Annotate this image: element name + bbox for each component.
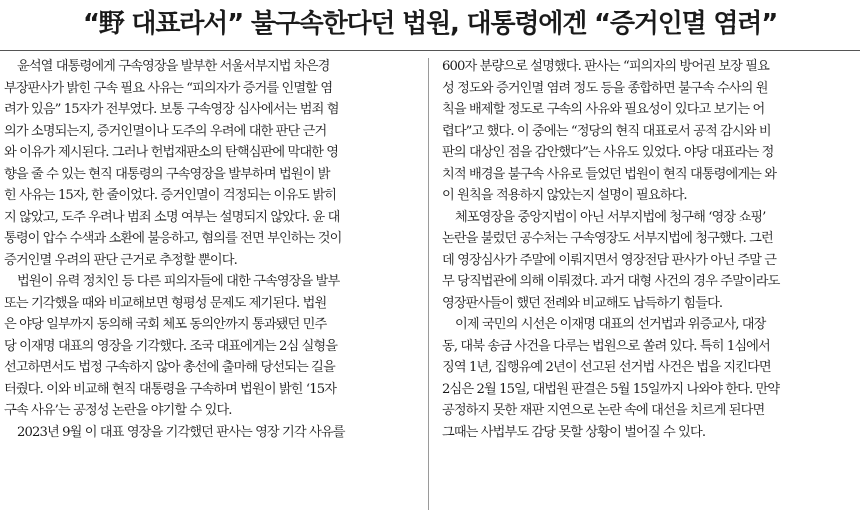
text-line: 지 않았고, 도주 우려나 범죄 소명 여부는 설명되지 않았다. 윤 대 bbox=[4, 209, 340, 225]
text-line: 데 영장심사가 주말에 이뤄지면서 영장전담 판사가 아닌 주말 근 bbox=[442, 252, 777, 268]
headline: “野 대표라서” 불구속한다던 법원, 대통령에겐 “증거인멸 염려” bbox=[82, 9, 778, 39]
text-line: 증거인멸 우려의 판단 근거로 추정할 뿐이다. bbox=[4, 252, 237, 268]
text-line: 당 이재명 대표의 영장을 기각했다. 조국 대표에게는 2심 실형을 bbox=[4, 338, 338, 354]
text-line: 2023년 9월 이 대표 영장을 기각했던 판사는 영장 기각 사유를 bbox=[17, 424, 345, 440]
text-line: 성 정도와 증거인멸 염려 정도 등을 종합하면 불구속 수사의 원 bbox=[442, 80, 768, 96]
text-line: 향을 줄 수 있는 현직 대통령의 구속영장을 발부하며 법원이 밝 bbox=[4, 166, 330, 182]
text-line: 또는 기각했을 때와 비교해보면 형평성 문제도 제기된다. 법원 bbox=[4, 295, 327, 311]
column-divider bbox=[428, 58, 429, 510]
text-line: 이제 국민의 시선은 이재명 대표의 선거법과 위증교사, 대장 bbox=[455, 317, 766, 332]
text-line: 동, 대북 송금 사건을 다루는 법원으로 쏠려 있다. 특히 1심에서 bbox=[442, 338, 770, 354]
text-line: 법원이 유력 정치인 등 다른 피의자들에 대한 구속영장을 발부 bbox=[17, 274, 340, 289]
text-line: 부장판사가 밝힌 구속 필요 사유는 “피의자가 증거를 인멸할 염 bbox=[4, 80, 333, 96]
text-line: 영장판사들이 했던 전례와 비교해도 납득하기 힘들다. bbox=[442, 295, 723, 311]
right-column bbox=[442, 56, 856, 443]
headline-rule bbox=[0, 50, 860, 51]
text-line: 이 원칙을 적용하지 않았는지 설명이 필요하다. bbox=[442, 188, 687, 203]
text-line: 려가 있음” 15자가 전부였다. 보통 구속영장 심사에서는 범죄 혐 bbox=[4, 102, 339, 117]
text-line: 판의 대상인 점을 감안했다”는 사유도 있었다. 야당 대표라는 정 bbox=[442, 145, 774, 160]
text-line: 와 이유가 제시된다. 그러나 헌법재판소의 탄핵심판에 막대한 영 bbox=[4, 145, 339, 160]
text-line: 논란을 불렀던 공수처는 구속영장도 서부지법에 청구했다. 그런 bbox=[442, 231, 773, 246]
text-line: 통령이 압수 수색과 소환에 불응하고, 혐의를 전면 부인하는 것이 bbox=[4, 231, 342, 246]
text-line: 공정하지 못한 재판 지연으로 논란 속에 대선을 치르게 된다면 bbox=[442, 403, 765, 418]
text-line: 렵다”고 했다. 이 중에는 “정당의 현직 대표로서 공적 감시와 비 bbox=[442, 123, 771, 139]
text-line: 무 당직법관에 의해 이뤄졌다. 과거 대형 사건의 경우 주말이라도 bbox=[442, 274, 780, 289]
text-line: 힌 사유는 15자, 한 줄이었다. 증거인멸이 걱정되는 이유도 밝히 bbox=[4, 188, 337, 203]
text-line: 그때는 사법부도 감당 못할 상황이 벌어질 수 있다. bbox=[442, 424, 706, 440]
left-column bbox=[4, 56, 418, 443]
text-line: 2심은 2월 15일, 대법원 판결은 5월 15일까지 나와야 한다. 만약 bbox=[442, 381, 780, 397]
text-line: 칙을 배제할 정도로 구속의 사유와 필요성이 있다고 보기는 어 bbox=[442, 102, 765, 117]
text-line: 체포영장을 중앙지법이 아닌 서부지법에 청구해 ‘영장 쇼핑’ bbox=[455, 209, 766, 225]
text-line: 선고하면서도 법정 구속하지 않아 총선에 출마해 당선되는 길을 bbox=[4, 360, 335, 375]
text-line: 치적 배경을 불구속 사유로 들었던 법원이 현직 대통령에게는 와 bbox=[442, 166, 777, 182]
text-line: 의가 소명되는지, 증거인멸이나 도주의 우려에 대한 판단 근거 bbox=[4, 123, 327, 139]
text-line: 600자 분량으로 설명했다. 판사는 “피의자의 방어권 보장 필요 bbox=[442, 59, 769, 74]
text-line: 구속 사유’는 공정성 논란을 야기할 수 있다. bbox=[4, 403, 232, 418]
text-line: 은 야당 일부까지 동의해 국회 체포 동의안까지 통과됐던 민주 bbox=[4, 317, 327, 332]
text-line: 윤석열 대통령에게 구속영장을 발부한 서울서부지법 차은경 bbox=[17, 59, 330, 74]
text-line: 징역 1년, 집행유예 2년이 선고된 선거법 사건은 법을 지킨다면 bbox=[442, 360, 771, 375]
text-line: 터줬다. 이와 비교해 현직 대통령을 구속하며 법원이 밝힌 ‘15자 bbox=[4, 381, 337, 397]
